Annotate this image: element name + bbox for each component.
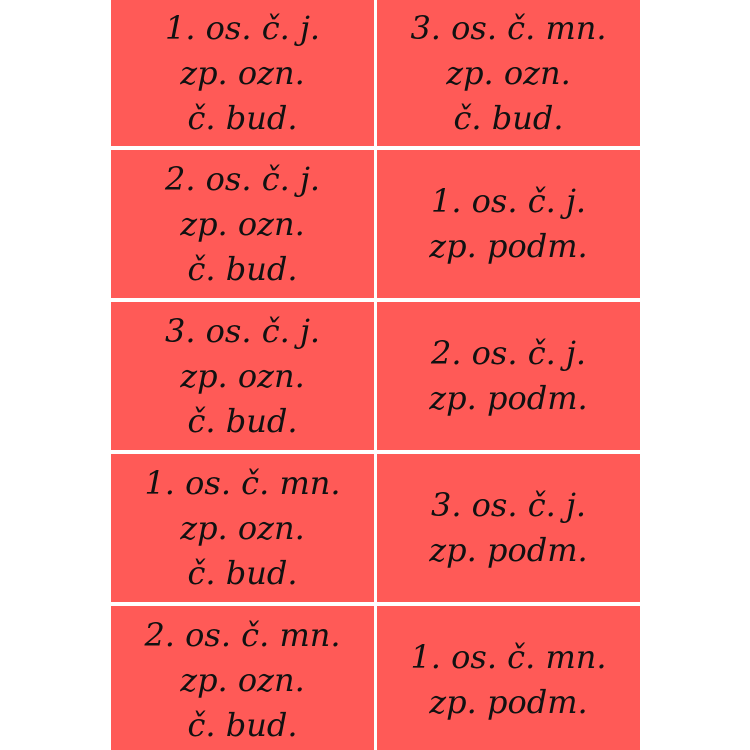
card-label: [144, 613, 340, 748]
card-6[interactable]: [377, 302, 640, 450]
card-line: zp. ozn.: [180, 356, 305, 395]
card-line: 3. os. č. j.: [164, 311, 321, 350]
card-line: 2. os. č. mn.: [144, 615, 341, 654]
card-line: č. bud.: [187, 553, 298, 592]
card-grid: [111, 0, 639, 750]
card-line: 3. os. č. mn.: [410, 8, 607, 47]
card-4[interactable]: [377, 150, 640, 298]
card-label: [429, 179, 587, 269]
card-5[interactable]: [111, 302, 374, 450]
card-label: [429, 483, 587, 573]
card-10[interactable]: [377, 606, 640, 750]
card-line: zp. podm.: [429, 683, 588, 721]
card-line: zp. podm.: [429, 531, 588, 569]
card-3[interactable]: [111, 150, 374, 298]
card-line: č. bud.: [187, 98, 298, 137]
card-line: č. bud.: [453, 98, 564, 137]
card-line: 1. os. č. mn.: [144, 463, 341, 502]
card-line: 3. os. č. j.: [430, 486, 587, 524]
card-line: 1. os. č. j.: [164, 8, 321, 47]
card-line: 1. os. č. j.: [430, 182, 587, 220]
card-line: zp. ozn.: [446, 53, 571, 92]
card-label: [165, 309, 320, 444]
card-8[interactable]: [377, 454, 640, 602]
card-line: 2. os. č. j.: [430, 334, 587, 372]
card-label: [144, 461, 340, 596]
card-line: č. bud.: [187, 401, 298, 440]
card-label: [410, 635, 606, 725]
card-line: zp. ozn.: [180, 53, 305, 92]
card-7[interactable]: [111, 454, 374, 602]
card-line: 2. os. č. j.: [164, 159, 321, 198]
card-line: 1. os. č. mn.: [410, 638, 607, 676]
card-9[interactable]: [111, 606, 374, 750]
card-line: zp. ozn.: [180, 660, 305, 699]
card-line: č. bud.: [187, 249, 298, 288]
card-line: zp. podm.: [429, 379, 588, 417]
card-label: [165, 6, 320, 141]
card-line: č. bud.: [187, 705, 298, 744]
card-line: zp. podm.: [429, 227, 588, 265]
card-line: zp. ozn.: [180, 508, 305, 547]
card-label: [410, 6, 606, 141]
card-label: [429, 331, 587, 421]
card-label: [165, 157, 320, 292]
card-2[interactable]: [377, 0, 640, 146]
card-line: zp. ozn.: [180, 204, 305, 243]
card-1[interactable]: [111, 0, 374, 146]
